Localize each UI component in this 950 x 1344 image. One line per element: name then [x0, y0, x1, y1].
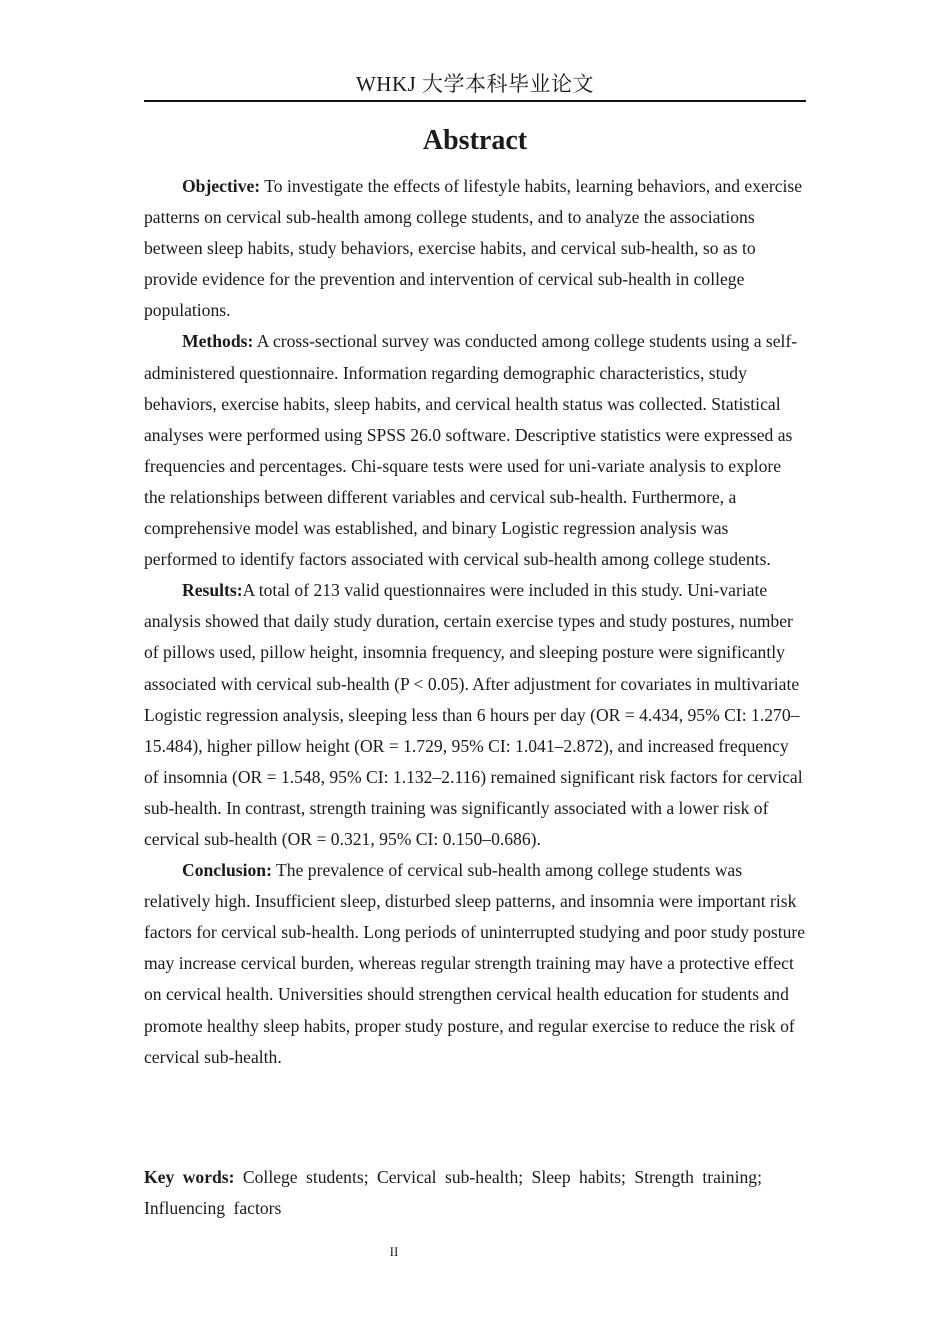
conclusion-text: The prevalence of cervical sub-health among college students was relatively high. Insufficient sleep, disturbed sleep patterns, and insomnia were important risk factors for cervical sub-health. Long periods of uninterrupted studying and poor study posture may increase cervical burden, whereas regular strength training may have a protective effect on cervical health. Universities should strengthen cervical health education for students and promote healthy sleep habits, proper study posture, and regular exercise to reduce the risk of cervical sub-health. — [144, 860, 806, 1067]
page-number: II — [389, 1244, 399, 1259]
running-header: WHKJ 大学本科毕业论文 — [355, 72, 595, 96]
objective-paragraph — [144, 171, 806, 326]
methods-paragraph — [144, 326, 806, 575]
keywords-text: College students; Cervical sub-health; Sleep habits; Strength training; Influencing factors — [144, 1167, 762, 1219]
abstract-body — [144, 171, 806, 1073]
methods-label: Methods: — [182, 331, 254, 352]
objective-label: Objective: — [182, 176, 261, 196]
conclusion-label: Conclusion: — [182, 860, 272, 881]
objective-text: To investigate the effects of lifestyle habits, learning behaviors, and exercise patterns on cervical sub-health among college students, and to analyze the associations between sleep habits, study behaviors, exercise habits, and cervical sub-health, so as to provide evidence for the prevention and intervention of cervical sub-health in college populations. — [144, 176, 803, 321]
conclusion-paragraph — [144, 855, 806, 1073]
abstract-heading: Abstract — [422, 125, 528, 156]
results-text: A total of 213 valid questionnaires were included in this study. Uni-variate analysis showed that daily study duration, certain exercise types and study postures, number of pillows used, pillow height, insomnia frequency, and sleeping posture were significantly associated with cervical sub-health (P < 0.05). After adjustment for covariates in multivariate Logistic regression analysis, sleeping less than 6 hours per day (OR = 4.434, 95% CI: 1.270–15.484), higher pillow height (OR = 1.729, 95% CI: 1.041–2.872), and increased frequency of insomnia (OR = 1.548, 95% CI: 1.132–2.116) remained significant risk factors for cervical sub-health. In contrast, strength training was significantly associated with a lower risk of cervical sub-health (OR = 0.321, 95% CI: 0.150–0.686). — [144, 580, 803, 849]
keywords-label: Key words: — [144, 1167, 235, 1187]
methods-text: A cross-sectional survey was conducted among college students using a self-administered questionnaire. Information regarding demographic characteristics, study behaviors, exercise habits, sleep habits, and cervical health status was collected. Statistical analyses were performed using SPSS 26.0 software. Descriptive statistics were expressed as frequencies and percentages. Chi-square tests were used for uni-variate analysis to explore the relationships between different variables and cervical sub-health. Furthermore, a comprehensive model was established, and binary Logistic regression analysis was performed to identify factors associated with cervical sub-health among college students. — [144, 331, 798, 570]
results-paragraph — [144, 575, 806, 855]
keywords-paragraph — [144, 1162, 806, 1224]
header-divider — [144, 100, 806, 102]
results-label: Results: — [182, 580, 243, 601]
